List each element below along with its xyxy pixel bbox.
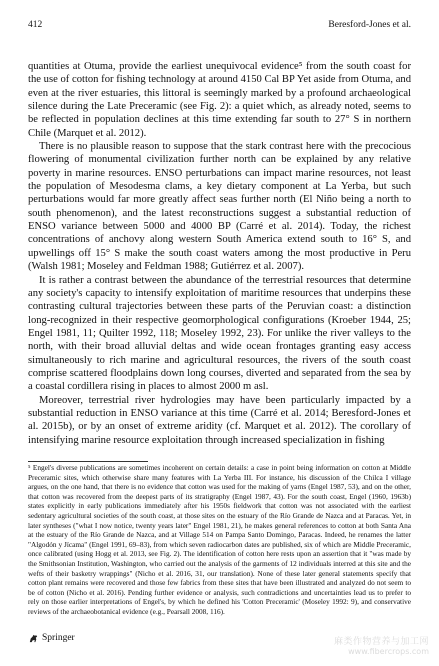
paragraph-4: Moreover, terrestrial river hydrologies may have been particularly impacted by a substantial reduction in ENSO variance at this time (Carré et al. 2014; Beresford-Jones et al. 2015b), or by an onset of extreme aridity (cf. Marquet et al. 2012). The corollary of intensifying marine resource exploitation through increased specialization in fishing xyxy=(28,394,411,446)
site-watermark xyxy=(279,637,429,661)
footnote xyxy=(28,463,411,617)
running-head-authors: Beresford-Jones et al. xyxy=(328,20,411,30)
springer-horse-icon xyxy=(28,633,39,644)
page-number: 412 xyxy=(28,20,43,30)
publisher-name: Springer xyxy=(42,633,75,643)
footnote-divider xyxy=(28,461,148,462)
paragraph-1: quantities at Otuma, provide the earliest unequivocal evidence⁵ from the south coast for the use of cotton for fishing technology at around 4150 Cal BP Yet aside from Otuma, and even at the river estuaries, this littoral is seemingly marked by a profound archaeological silence during the Late Preceramic (see Fig. 2): a quiet which, as already noted, seems to be reflected in population declines at this time extending far south to 27° S in northern Chile (Marquet et al. 2012). xyxy=(28,61,411,139)
watermark-chinese-text: 麻类作物营养与加工网 xyxy=(333,637,429,647)
page-header xyxy=(28,20,411,34)
footnote-5-text: ⁵ Engel's diverse publications are sometimes incoherent on certain details: a case in point being information on cotton at Middle Preceramic sites, which otherwise share many features with La Yerba III. For instance, his discussion of the Chilca I village argues, on the one hand, that there is no evidence that cotton was used for the making of yarns (Engel 1987, 53), and on the other, that cotton was recovered from the deepest parts of its stratigraphy (Engel 1987, 43). For the south coast, Engel (1960, 1963b) states explicitly in early publications immediately after his 1950s fieldwork that cotton was not associated with the earliest sedentary agricultural societies of the south coast, at those sites on the estuary of the Río Grande de Nazca and at Paracas. Yet, in later syntheses ("what I now notice, twenty years later" Engel 1981, 21), he makes general references to cotton at both Santa Ana at the estuary of the Río Grande de Nazca, and at Village 514 on Pampa Santo Domingo, Paracas. Indeed, he renames the latter "Algodón y Jícama" (Engel 1991, 69–83), from which seven radiocarbon dates are published, six of which are Middle Preceramic, once calibrated (using Hogg et al. 2013, see Fig. 2). The identification of cotton here rests upon an assertion that it "was made by the Smithsonian Institution, Washington, who carried out the analysis of the garments of 12 individuals interred at this site and the wefts of their basketry wrappings" (Nicho et al. 2016, 31, our translation). None of these later general statements specify that cotton plant remains were recovered and those few fabrics from these sites that have been illustrated and analyzed do not seem to be of cotton (Nicho et al. 2016). Pending further evidence or analysis, such contradictions and uncertainties lead us to prefer to rely on those earlier interpretations of Engel's, by which he defined his 'Cotton Preceramic' (Moseley 1992: 9), and conservative reviews of the archaeobotanical evidence (e.g., Pearsall 2008, 116). xyxy=(28,463,411,616)
paragraph-3: It is rather a contrast between the abundance of the terrestrial resources that determine any society's capacity to intensify exploitation of maritime resources that underpins these contrasting cultural trajectories between these parts of the Peruvian coast: a distinction long-recognized in their respective geomorphological configurations (Kroeber 1944, 25; Engel 1981, 11; Quilter 1992, 118; Moseley 1992, 23). For unlike the river valleys to the north, with their broad alluvial deltas and wide ocean frontages granting easy access simultaneously to rich marine and agricultural resources, the rivers of the south coast comprise scattered floodplains down long courses, diverted and separated from the sea by a coastal cordillera rising in places to almost 2000 m asl. xyxy=(28,274,411,393)
paragraph-2: There is no plausible reason to suppose that the stark contrast here with the precocious flowering of monumental civilization further north can be explained by any relative poverty in marine resources. ENSO perturbations can impact marine resources, not least the population of Mesodesma clams, a key dietary component at La Yerba, but such perturbations would far more greatly affect seas further north (El Niño being a north to south phenomenon), and the latest reconstructions suggest a substantial reduction of ENSO variance between 5000 and 4000 BP (Carré et al. 2014). Today, the richest concentrations of anchovy along western South America extend south to 16° S, and upwellings off 15° S make the south coast waters among the most productive in Peru (Walsh 1981; Moseley and Feldman 1988; Gutiérrez et al. 2007). xyxy=(28,141,411,273)
publisher-footer xyxy=(28,631,75,645)
watermark-url: www.fibercrops.com xyxy=(348,647,429,656)
main-body-text xyxy=(28,60,411,447)
